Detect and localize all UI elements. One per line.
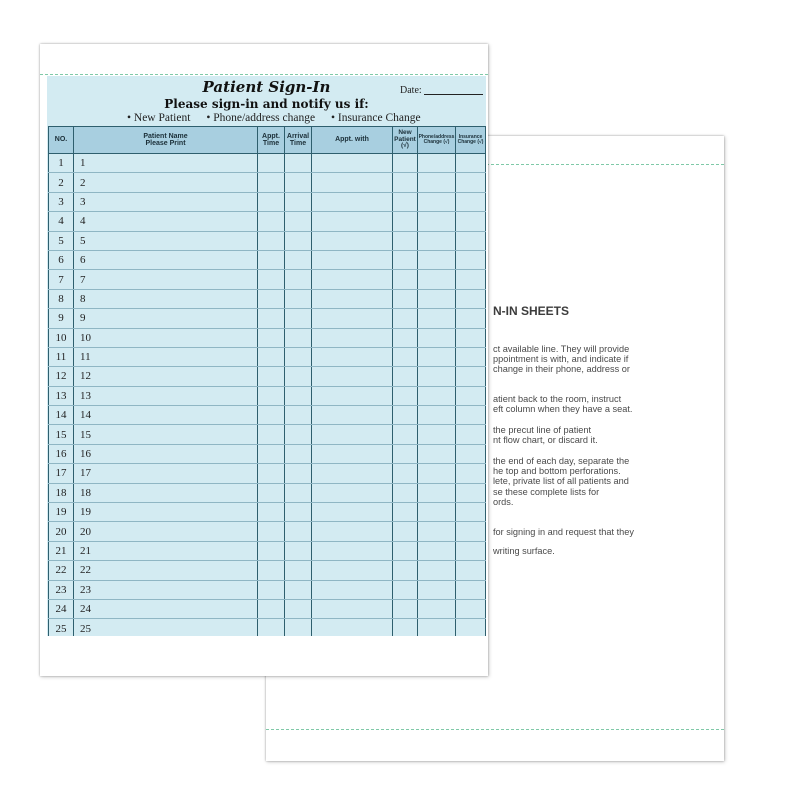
table-row — [49, 386, 486, 405]
insurance-change-cell[interactable] — [456, 483, 486, 502]
arrival-time-cell[interactable] — [285, 192, 312, 211]
row-number: 1 — [49, 154, 74, 173]
phone-address-change-cell[interactable] — [418, 599, 456, 618]
appt-with-cell[interactable] — [312, 328, 393, 347]
phone-address-change-cell[interactable] — [418, 522, 456, 541]
appt-with-cell[interactable] — [312, 192, 393, 211]
new-patient-cell[interactable] — [393, 522, 418, 541]
appt-time-cell[interactable] — [258, 289, 285, 308]
sign-in-table — [48, 126, 486, 639]
instructions-paragraph — [493, 546, 555, 556]
instructions-line: for signing in and request that they — [493, 527, 634, 537]
instructions-paragraph — [493, 456, 629, 507]
appt-time-cell[interactable] — [258, 444, 285, 463]
appt-with-cell[interactable] — [312, 231, 393, 250]
row-number: 17 — [49, 464, 74, 483]
patient-name-cell[interactable]: 11 — [74, 347, 258, 366]
phone-address-change-cell[interactable] — [418, 231, 456, 250]
appt-time-cell[interactable] — [258, 580, 285, 599]
arrival-time-cell[interactable] — [285, 503, 312, 522]
table-row — [49, 347, 486, 366]
patient-name-cell[interactable]: 15 — [74, 425, 258, 444]
appt-time-cell[interactable] — [258, 503, 285, 522]
option-phone-address-change: • Phone/address change — [206, 112, 316, 124]
insurance-change-cell[interactable] — [456, 250, 486, 269]
patient-name-cell[interactable]: 23 — [74, 580, 258, 599]
appt-time-cell[interactable] — [258, 231, 285, 250]
form-title: Patient Sign-In — [202, 78, 331, 96]
new-patient-cell[interactable] — [393, 580, 418, 599]
arrival-time-cell[interactable] — [285, 289, 312, 308]
instructions-line: lete, private list of all patients and — [493, 476, 629, 487]
appt-time-cell[interactable] — [258, 309, 285, 328]
phone-address-change-cell[interactable] — [418, 444, 456, 463]
col-header-insurance-change: Insurance Change (√) — [456, 127, 486, 154]
instructions-paragraph — [493, 425, 598, 445]
new-patient-cell[interactable] — [393, 250, 418, 269]
appt-time-cell[interactable] — [258, 270, 285, 289]
row-number: 18 — [49, 483, 74, 502]
table-row — [49, 212, 486, 231]
new-patient-cell[interactable] — [393, 561, 418, 580]
new-patient-cell[interactable] — [393, 231, 418, 250]
instructions-line: ct available line. They will provide — [493, 344, 630, 354]
patient-name-cell[interactable]: 9 — [74, 309, 258, 328]
patient-name-cell[interactable]: 13 — [74, 386, 258, 405]
sheet-footer — [40, 636, 488, 676]
table-row — [49, 309, 486, 328]
col-header-no: NO. — [49, 127, 74, 154]
insurance-change-cell[interactable] — [456, 212, 486, 231]
phone-address-change-cell[interactable] — [418, 154, 456, 173]
appt-with-cell[interactable] — [312, 289, 393, 308]
phone-address-change-cell[interactable] — [418, 464, 456, 483]
perforation-line-top — [40, 74, 488, 75]
arrival-time-cell[interactable] — [285, 173, 312, 192]
patient-name-cell[interactable]: 24 — [74, 599, 258, 618]
appt-time-cell[interactable] — [258, 154, 285, 173]
instructions-title: N-IN SHEETS — [493, 304, 570, 318]
appt-with-cell[interactable] — [312, 309, 393, 328]
table-row — [49, 231, 486, 250]
option-insurance-change: • Insurance Change — [330, 112, 421, 124]
insurance-change-cell[interactable] — [456, 599, 486, 618]
table-row — [49, 599, 486, 618]
row-number: 19 — [49, 503, 74, 522]
patient-name-cell[interactable]: 5 — [74, 231, 258, 250]
row-number: 21 — [49, 541, 74, 560]
new-patient-cell[interactable] — [393, 464, 418, 483]
patient-name-cell[interactable]: 4 — [74, 212, 258, 231]
row-number: 16 — [49, 444, 74, 463]
row-number: 22 — [49, 561, 74, 580]
arrival-time-cell[interactable] — [285, 270, 312, 289]
instructions-line: the end of each day, separate the — [493, 456, 630, 466]
phone-address-change-cell[interactable] — [418, 406, 456, 425]
sign-in-sheet — [40, 44, 488, 676]
new-patient-cell[interactable] — [393, 444, 418, 463]
appt-with-cell[interactable] — [312, 367, 393, 386]
phone-address-change-cell[interactable] — [418, 289, 456, 308]
arrival-time-cell[interactable] — [285, 231, 312, 250]
table-row — [49, 483, 486, 502]
appt-time-cell[interactable] — [258, 406, 285, 425]
row-number: 12 — [49, 367, 74, 386]
row-number: 23 — [49, 580, 74, 599]
phone-address-change-cell[interactable] — [418, 309, 456, 328]
appt-with-cell[interactable] — [312, 483, 393, 502]
table-header-row — [49, 127, 486, 154]
phone-address-change-cell[interactable] — [418, 561, 456, 580]
table-row — [49, 367, 486, 386]
col-header-appt-time: Appt. Time — [258, 127, 285, 154]
instructions-line: se these complete lists for — [493, 486, 600, 497]
new-patient-cell[interactable] — [393, 328, 418, 347]
instructions-paragraph — [493, 344, 630, 375]
appt-with-cell[interactable] — [312, 406, 393, 425]
col-header-phone-address-change: Phone/address Change (√) — [418, 127, 456, 154]
form-area — [47, 76, 486, 636]
patient-name-cell[interactable]: 10 — [74, 328, 258, 347]
col-header-appt-with: Appt. with — [312, 127, 393, 154]
patient-name-cell[interactable]: 19 — [74, 503, 258, 522]
patient-name-cell[interactable]: 18 — [74, 483, 258, 502]
instructions-line: eft column when they have a seat. — [493, 404, 633, 415]
instructions-line: writing surface. — [493, 546, 555, 556]
appt-with-cell[interactable] — [312, 347, 393, 366]
phone-address-change-cell[interactable] — [418, 270, 456, 289]
phone-address-change-cell[interactable] — [418, 503, 456, 522]
appt-with-cell[interactable] — [312, 580, 393, 599]
date-label: Date: — [400, 85, 422, 96]
appt-with-cell[interactable] — [312, 154, 393, 173]
phone-address-change-cell[interactable] — [418, 483, 456, 502]
patient-name-cell[interactable]: 2 — [74, 173, 258, 192]
patient-name-cell[interactable]: 7 — [74, 270, 258, 289]
row-number: 2 — [49, 173, 74, 192]
patient-name-cell[interactable]: 6 — [74, 250, 258, 269]
new-patient-cell[interactable] — [393, 309, 418, 328]
appt-with-cell[interactable] — [312, 503, 393, 522]
table-row — [49, 522, 486, 541]
new-patient-cell[interactable] — [393, 154, 418, 173]
phone-address-change-cell[interactable] — [418, 367, 456, 386]
insurance-change-cell[interactable] — [456, 347, 486, 366]
phone-address-change-cell[interactable] — [418, 250, 456, 269]
appt-with-cell[interactable] — [312, 270, 393, 289]
perforation-line-bottom — [266, 729, 724, 730]
new-patient-cell[interactable] — [393, 347, 418, 366]
new-patient-cell[interactable] — [393, 173, 418, 192]
patient-name-cell[interactable]: 16 — [74, 444, 258, 463]
table-row — [49, 541, 486, 560]
phone-address-change-cell[interactable] — [418, 173, 456, 192]
new-patient-cell[interactable] — [393, 270, 418, 289]
row-number: 13 — [49, 386, 74, 405]
patient-name-cell[interactable]: 21 — [74, 541, 258, 560]
appt-with-cell[interactable] — [312, 250, 393, 269]
arrival-time-cell[interactable] — [285, 522, 312, 541]
insurance-change-cell[interactable] — [456, 154, 486, 173]
col-header-patient-name: Patient Name Please Print — [74, 127, 258, 154]
row-number: 6 — [49, 250, 74, 269]
arrival-time-cell[interactable] — [285, 347, 312, 366]
appt-time-cell[interactable] — [258, 367, 285, 386]
insurance-change-cell[interactable] — [456, 580, 486, 599]
arrival-time-cell[interactable] — [285, 483, 312, 502]
row-number: 24 — [49, 599, 74, 618]
new-patient-cell[interactable] — [393, 483, 418, 502]
row-number: 8 — [49, 289, 74, 308]
arrival-time-cell[interactable] — [285, 386, 312, 405]
table-row — [49, 406, 486, 425]
table-row — [49, 444, 486, 463]
form-subtitle: Please sign-in and notify us if: — [164, 97, 369, 111]
insurance-change-cell[interactable] — [456, 289, 486, 308]
insurance-change-cell[interactable] — [456, 522, 486, 541]
insurance-change-cell[interactable] — [456, 270, 486, 289]
appt-time-cell[interactable] — [258, 386, 285, 405]
appt-with-cell[interactable] — [312, 464, 393, 483]
insurance-change-cell[interactable] — [456, 561, 486, 580]
row-number: 5 — [49, 231, 74, 250]
appt-time-cell[interactable] — [258, 425, 285, 444]
new-patient-cell[interactable] — [393, 425, 418, 444]
appt-time-cell[interactable] — [258, 561, 285, 580]
insurance-change-cell[interactable] — [456, 425, 486, 444]
insurance-change-cell[interactable] — [456, 192, 486, 211]
patient-name-cell[interactable]: 3 — [74, 192, 258, 211]
row-number: 10 — [49, 328, 74, 347]
arrival-time-cell[interactable] — [285, 580, 312, 599]
arrival-time-cell[interactable] — [285, 154, 312, 173]
arrival-time-cell[interactable] — [285, 561, 312, 580]
table-row — [49, 580, 486, 599]
date-field-line[interactable] — [424, 94, 483, 95]
insurance-change-cell[interactable] — [456, 328, 486, 347]
instructions-line: ppointment is with, and indicate if — [493, 354, 629, 365]
table-row — [49, 250, 486, 269]
table-row — [49, 173, 486, 192]
row-number: 4 — [49, 212, 74, 231]
appt-time-cell[interactable] — [258, 250, 285, 269]
appt-with-cell[interactable] — [312, 173, 393, 192]
patient-name-cell[interactable]: 17 — [74, 464, 258, 483]
appt-time-cell[interactable] — [258, 464, 285, 483]
arrival-time-cell[interactable] — [285, 599, 312, 618]
phone-address-change-cell[interactable] — [418, 386, 456, 405]
row-number: 15 — [49, 425, 74, 444]
notify-options — [127, 112, 434, 124]
col-header-arrival-time: Arrival Time — [285, 127, 312, 154]
patient-name-cell[interactable]: 12 — [74, 367, 258, 386]
row-number: 3 — [49, 192, 74, 211]
appt-with-cell[interactable] — [312, 212, 393, 231]
table-row — [49, 425, 486, 444]
patient-name-cell[interactable]: 22 — [74, 561, 258, 580]
patient-name-cell[interactable]: 1 — [74, 154, 258, 173]
appt-time-cell[interactable] — [258, 483, 285, 502]
new-patient-cell[interactable] — [393, 212, 418, 231]
insurance-change-cell[interactable] — [456, 367, 486, 386]
appt-time-cell[interactable] — [258, 173, 285, 192]
insurance-change-cell[interactable] — [456, 464, 486, 483]
insurance-change-cell[interactable] — [456, 406, 486, 425]
new-patient-cell[interactable] — [393, 503, 418, 522]
appt-with-cell[interactable] — [312, 522, 393, 541]
insurance-change-cell[interactable] — [456, 386, 486, 405]
phone-address-change-cell[interactable] — [418, 541, 456, 560]
patient-name-cell[interactable]: 8 — [74, 289, 258, 308]
insurance-change-cell[interactable] — [456, 173, 486, 192]
instructions-line: the precut line of patient — [493, 425, 592, 435]
instructions-line: he top and bottom perforations. — [493, 466, 621, 477]
arrival-time-cell[interactable] — [285, 541, 312, 560]
table-row — [49, 503, 486, 522]
table-row — [49, 328, 486, 347]
table-row — [49, 154, 486, 173]
phone-address-change-cell[interactable] — [418, 192, 456, 211]
appt-with-cell[interactable] — [312, 386, 393, 405]
instructions-line: change in their phone, address or — [493, 364, 630, 375]
arrival-time-cell[interactable] — [285, 309, 312, 328]
new-patient-cell[interactable] — [393, 599, 418, 618]
arrival-time-cell[interactable] — [285, 328, 312, 347]
patient-name-cell[interactable]: 20 — [74, 522, 258, 541]
appt-time-cell[interactable] — [258, 347, 285, 366]
arrival-time-cell[interactable] — [285, 464, 312, 483]
patient-name-cell[interactable]: 25 — [74, 619, 258, 638]
arrival-time-cell[interactable] — [285, 212, 312, 231]
instructions-line: nt flow chart, or discard it. — [493, 435, 598, 446]
table-row — [49, 561, 486, 580]
table-row — [49, 270, 486, 289]
appt-with-cell[interactable] — [312, 444, 393, 463]
phone-address-change-cell[interactable] — [418, 328, 456, 347]
appt-time-cell[interactable] — [258, 541, 285, 560]
appt-with-cell[interactable] — [312, 541, 393, 560]
phone-address-change-cell[interactable] — [418, 425, 456, 444]
instructions-line: atient back to the room, instruct — [493, 394, 622, 404]
new-patient-cell[interactable] — [393, 289, 418, 308]
arrival-time-cell[interactable] — [285, 444, 312, 463]
insurance-change-cell[interactable] — [456, 309, 486, 328]
new-patient-cell[interactable] — [393, 386, 418, 405]
row-number: 14 — [49, 406, 74, 425]
new-patient-cell[interactable] — [393, 367, 418, 386]
appt-with-cell[interactable] — [312, 561, 393, 580]
appt-time-cell[interactable] — [258, 212, 285, 231]
col-header-new-patient: New Patient (√) — [393, 127, 418, 154]
instructions-paragraph — [493, 394, 632, 414]
phone-address-change-cell[interactable] — [418, 580, 456, 599]
appt-time-cell[interactable] — [258, 328, 285, 347]
arrival-time-cell[interactable] — [285, 367, 312, 386]
insurance-change-cell[interactable] — [456, 503, 486, 522]
row-number: 11 — [49, 347, 74, 366]
arrival-time-cell[interactable] — [285, 250, 312, 269]
table-row — [49, 464, 486, 483]
appt-with-cell[interactable] — [312, 599, 393, 618]
appt-time-cell[interactable] — [258, 599, 285, 618]
insurance-change-cell[interactable] — [456, 231, 486, 250]
row-number: 20 — [49, 522, 74, 541]
arrival-time-cell[interactable] — [285, 406, 312, 425]
new-patient-cell[interactable] — [393, 406, 418, 425]
arrival-time-cell[interactable] — [285, 425, 312, 444]
row-number: 7 — [49, 270, 74, 289]
table-row — [49, 289, 486, 308]
table-row — [49, 192, 486, 211]
appt-with-cell[interactable] — [312, 425, 393, 444]
row-number: 9 — [49, 309, 74, 328]
option-new-patient: • New Patient — [127, 112, 191, 124]
insurance-change-cell[interactable] — [456, 444, 486, 463]
row-number: 25 — [49, 619, 74, 638]
instructions-paragraph — [493, 527, 634, 537]
insurance-change-cell[interactable] — [456, 541, 486, 560]
phone-address-change-cell[interactable] — [418, 212, 456, 231]
new-patient-cell[interactable] — [393, 192, 418, 211]
instructions-line: ords. — [493, 496, 514, 507]
new-patient-cell[interactable] — [393, 541, 418, 560]
appt-time-cell[interactable] — [258, 192, 285, 211]
patient-name-cell[interactable]: 14 — [74, 406, 258, 425]
phone-address-change-cell[interactable] — [418, 347, 456, 366]
appt-time-cell[interactable] — [258, 522, 285, 541]
